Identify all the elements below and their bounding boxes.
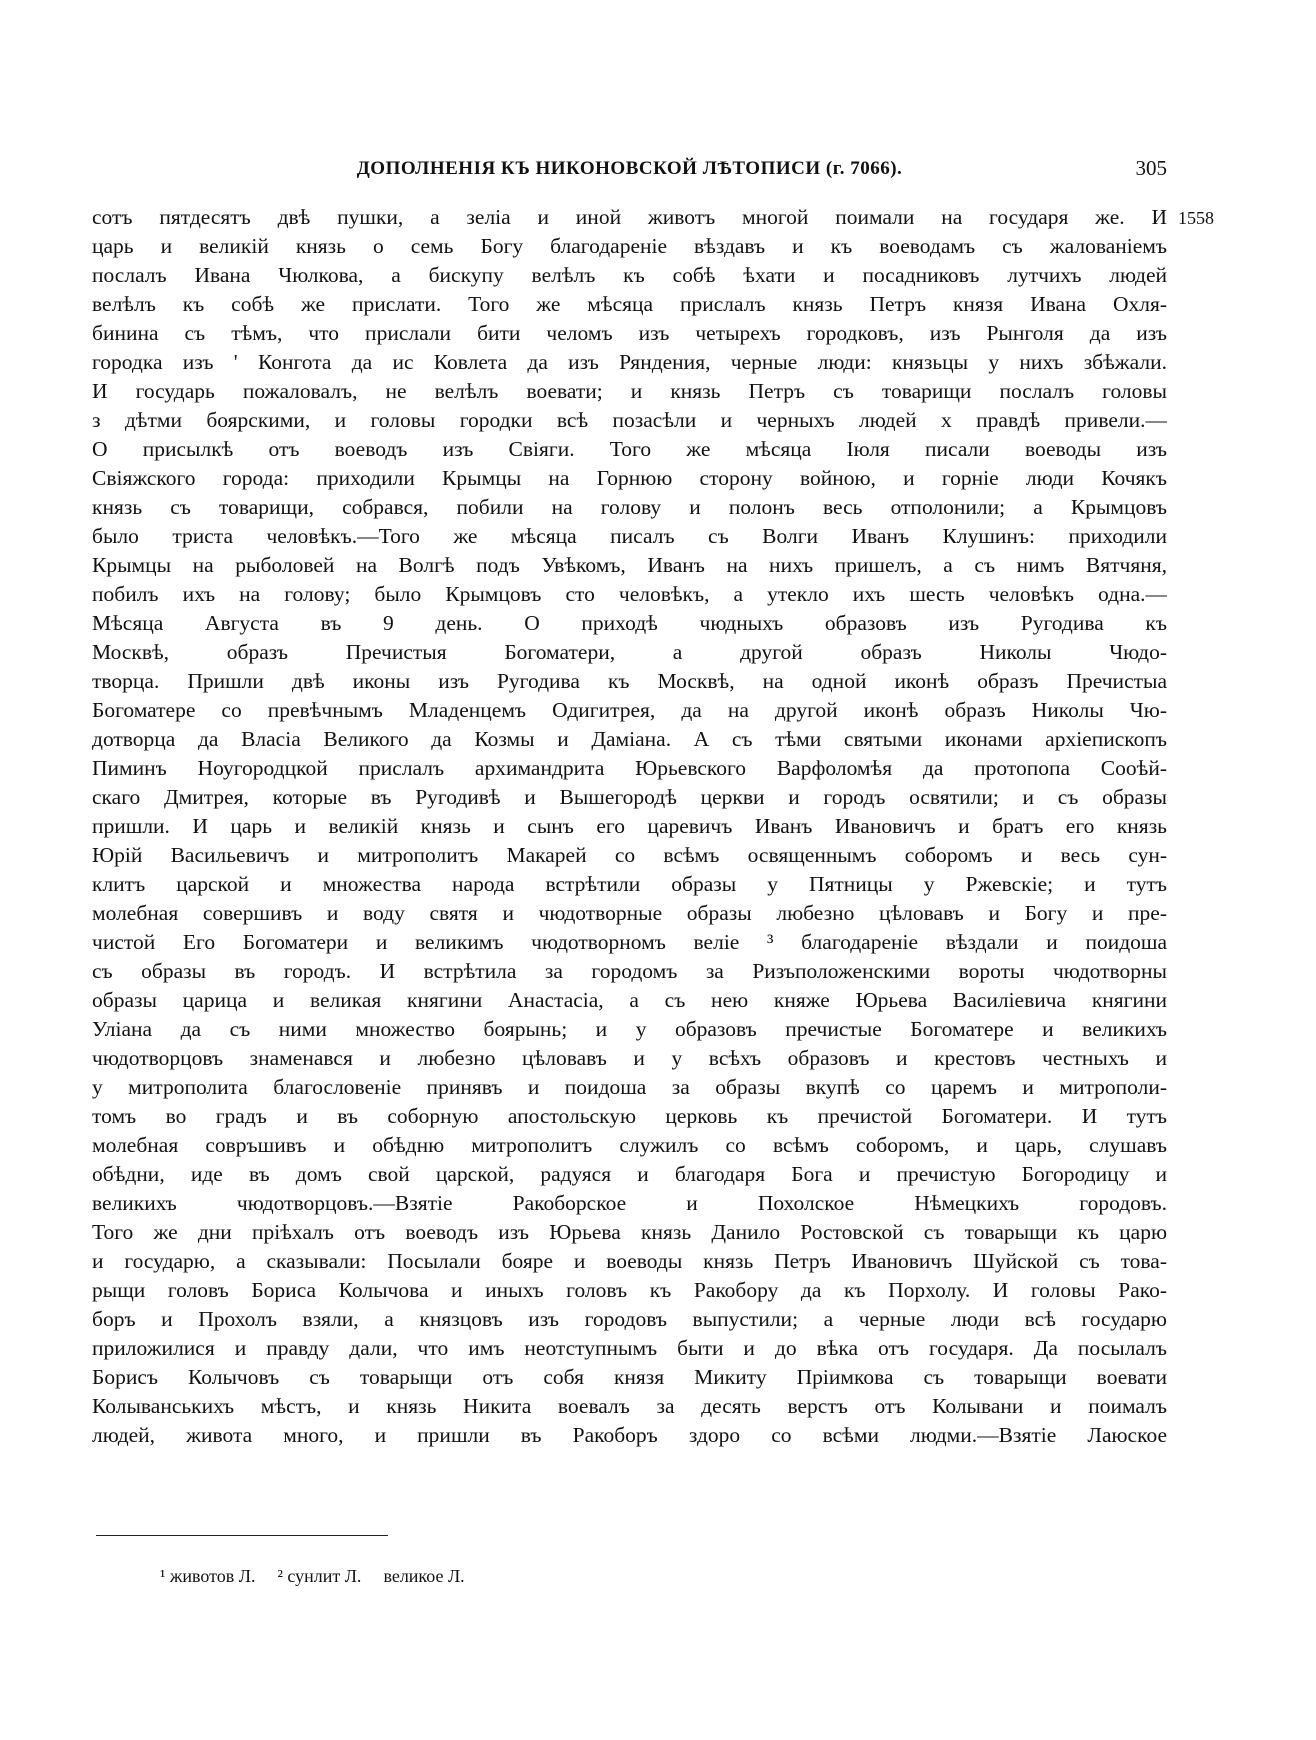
text-line-content: съ образы въ городъ. И встрѣтила за городомъ за Ризъположенскими вороты чюдотворны xyxy=(92,959,1167,983)
text-line xyxy=(92,609,1167,638)
text-line-content: бинина съ тѣмъ, что прислали бити челомъ изъ четырехъ городковъ, изъ Рынголя да изъ xyxy=(92,321,1167,345)
text-line-content: молебная совръшивъ и обѣдню митрополитъ служилъ со всѣмъ соборомъ, и царь, слушавъ xyxy=(92,1133,1167,1157)
text-line xyxy=(92,1334,1167,1363)
text-line xyxy=(92,870,1167,899)
text-line xyxy=(92,957,1167,986)
text-line-content: томъ во градъ и въ соборную апостольскую церковь къ пречистой Богоматери. И тутъ xyxy=(92,1104,1167,1128)
text-line xyxy=(92,1160,1167,1189)
running-title: ДОПОЛНЕНІЯ КЪ НИКОНОВСКОЙ ЛѢТОПИСИ (г. 7066). xyxy=(356,158,903,179)
text-line-content: городка изъ ' Конгота да ис Ковлета да изъ Ряндения, черные люди: князьцы у нихъ збѣжали. xyxy=(92,350,1167,374)
text-line-content: О присылкѣ отъ воеводъ изъ Свіяги. Того же мѣсяца Іюля писали воеводы изъ xyxy=(92,437,1167,461)
text-line-content: дотворца да Власіа Великого да Козмы и Даміана. А съ тѣми святыми иконами архіепископъ xyxy=(92,727,1167,751)
text-line xyxy=(92,667,1167,696)
text-line xyxy=(92,986,1167,1015)
text-line xyxy=(92,1131,1167,1160)
text-line xyxy=(92,493,1167,522)
text-line xyxy=(92,319,1167,348)
text-line-content: образы царица и великая княгини Анастасіа, а съ нею княже Юрьева Василіевича княгини xyxy=(92,988,1167,1012)
text-line-content: клитъ царской и множества народа встрѣтили образы у Пятницы у Ржевскіе; и тутъ xyxy=(92,872,1167,896)
footnotes xyxy=(160,1566,487,1587)
text-line-content: Колыванськихъ мѣстъ, и князь Никита воевалъ за десять верстъ отъ Колывани и поималъ xyxy=(92,1394,1167,1418)
text-line-content: приложилися и правду дали, что имъ неотступнымъ быти и до вѣка отъ государя. Да посылалъ xyxy=(92,1336,1167,1360)
text-line-content: Пиминъ Ноугородцкой прислалъ архимандрита Юрьевского Варфоломѣя да протопопа Сооѣй- xyxy=(92,756,1167,780)
text-line xyxy=(92,1392,1167,1421)
text-line xyxy=(92,812,1167,841)
text-line-content: чистой Его Богоматери и великимъ чюдотворномъ веліе ³ благодареніе вѣздали и поидоша xyxy=(92,930,1167,954)
text-line xyxy=(92,464,1167,493)
text-line-content: Свіяжского города: приходили Крымцы на Горнюю сторону войною, и горніе люди Кочякъ xyxy=(92,466,1167,490)
text-line-content: побилъ ихъ на голову; было Крымцовъ сто человѣкъ, а утекло ихъ шесть человѣкъ одна.— xyxy=(92,582,1167,606)
text-line xyxy=(92,1073,1167,1102)
text-line xyxy=(92,522,1167,551)
text-line-content: Мѣсяца Августа въ 9 день. О приходѣ чюдныхъ образовъ изъ Ругодива къ xyxy=(92,611,1167,635)
footnote: ² сунлит Л. xyxy=(277,1566,362,1586)
text-line-content: обѣдни, иде въ домъ свой царской, радуяся и благодаря Бога и пречистую Богородицу и xyxy=(92,1162,1167,1186)
text-line xyxy=(92,348,1167,377)
text-line-content: Богоматере со превѣчнымъ Младенцемъ Одигитрея, да на другой иконѣ образъ Николы Чю- xyxy=(92,698,1167,722)
page-header xyxy=(92,158,1167,186)
text-line xyxy=(92,928,1167,957)
text-line xyxy=(92,1102,1167,1131)
text-line-content: велѣлъ къ собѣ же прислати. Того же мѣсяца прислалъ князь Петръ князя Ивана Охля- xyxy=(92,292,1167,316)
margin-year: 1558 xyxy=(1178,208,1214,228)
text-line-content: молебная совершивъ и воду святя и чюдотворные образы любезно цѣловавъ и Богу и пре- xyxy=(92,901,1167,925)
footnote: великое Л. xyxy=(383,1566,465,1586)
text-line xyxy=(92,1276,1167,1305)
text-line-content: пришли. И царь и великій князь и сынъ его царевичъ Иванъ Ивановичъ и братъ его князь xyxy=(92,814,1167,838)
text-line-content: Крымцы на рыболовей на Волгѣ подъ Увѣкомъ, Иванъ на нихъ пришелъ, а съ нимъ Вятчяня, xyxy=(92,553,1167,577)
text-line-content: князь съ товарищи, собрався, побили на голову и полонъ весь отполонили; а Крымцовъ xyxy=(92,495,1167,519)
text-line-content: великихъ чюдотворцовъ.—Взятіе Ракоборское и Похолское Нѣмецкихъ городовъ. xyxy=(92,1191,1167,1215)
text-line xyxy=(92,754,1167,783)
text-line-content: послалъ Ивана Чюлкова, а бискупу велѣлъ къ собѣ ѣхати и посадниковъ лутчихъ людей xyxy=(92,263,1167,287)
text-line xyxy=(92,435,1167,464)
text-line xyxy=(92,783,1167,812)
footnote: ¹ животов Л. xyxy=(160,1566,256,1586)
text-line-content: Москвѣ, образъ Пречистыя Богоматери, а другой образъ Николы Чюдо- xyxy=(92,640,1167,664)
text-line xyxy=(92,203,1167,232)
text-line-content: Того же дни пріѣхалъ отъ воеводъ изъ Юрьева князь Данило Ростовской съ товарыщи къ царю xyxy=(92,1220,1167,1244)
text-line xyxy=(92,1363,1167,1392)
text-line xyxy=(92,261,1167,290)
text-line xyxy=(92,580,1167,609)
text-line-content: людей, живота много, и пришли въ Ракоборъ здоро со всѣми людми.—Взятіе Лаюское xyxy=(92,1423,1167,1447)
text-line xyxy=(92,1305,1167,1334)
text-line-content: Борисъ Колычовъ съ товарыщи отъ собя князя Микиту Пріимкова съ товарыщи воевати xyxy=(92,1365,1167,1389)
text-line-content: рыщи головъ Бориса Колычова и иныхъ головъ къ Ракобору да къ Порхолу. И головы Рако- xyxy=(92,1278,1167,1302)
footnote-rule xyxy=(96,1535,388,1536)
text-line-content: скаго Дмитрея, которые въ Ругодивѣ и Вышегородѣ церкви и городъ освятили; и съ образы xyxy=(92,785,1167,809)
text-line xyxy=(92,551,1167,580)
text-line-content: боръ и Прохолъ взяли, а князцовъ изъ городовъ выпустили; а черные люди всѣ государю xyxy=(92,1307,1167,1331)
text-line-content: и государю, а сказывали: Посылали бояре и воеводы князь Петръ Ивановичъ Шуйской съ това- xyxy=(92,1249,1167,1273)
text-line xyxy=(92,899,1167,928)
text-line xyxy=(92,725,1167,754)
text-line xyxy=(92,841,1167,870)
text-line xyxy=(92,406,1167,435)
text-line xyxy=(92,1421,1167,1450)
text-line xyxy=(92,696,1167,725)
text-line xyxy=(92,232,1167,261)
text-line-content: з дѣтми боярскими, и головы городки всѣ позасѣли и черныхъ людей х правдѣ привели.— xyxy=(92,408,1167,432)
text-line xyxy=(92,1218,1167,1247)
text-line-content: И государь пожаловалъ, не велѣлъ воевати; и князь Петръ съ товарищи послалъ головы xyxy=(92,379,1167,403)
text-line-content: Юрій Васильевичъ и митрополитъ Макарей со всѣмъ освященнымъ соборомъ и весь сун- xyxy=(92,843,1167,867)
text-line-content: творца. Пришли двѣ иконы изъ Ругодива къ Москвѣ, на одной иконѣ образъ Пречистыа xyxy=(92,669,1167,693)
text-line-content: у митрополита благословеніе принявъ и поидоша за образы вкупѣ со царемъ и митрополи- xyxy=(92,1075,1167,1099)
text-line-content: Уліана да съ ними множество боярынь; и у образовъ пречистые Богоматере и великихъ xyxy=(92,1017,1167,1041)
text-line xyxy=(92,290,1167,319)
text-line-content: было триста человѣкъ.—Того же мѣсяца писалъ съ Волги Иванъ Клушинъ: приходили xyxy=(92,524,1167,548)
text-line-content: сотъ пятдесятъ двѣ пушки, а зеліа и иной животъ многой поимали на государя же. И xyxy=(92,205,1167,229)
text-line-content: царь и великій князь о семь Богу благодареніе вѣздавъ и къ воеводамъ съ жалованіемъ xyxy=(92,234,1167,258)
text-line-content: чюдотворцовъ знаменався и любезно цѣловавъ и у всѣхъ образовъ и крестовъ честныхъ и xyxy=(92,1046,1167,1070)
text-line xyxy=(92,638,1167,667)
text-line xyxy=(92,1044,1167,1073)
text-line xyxy=(92,377,1167,406)
text-line xyxy=(92,1247,1167,1276)
text-line xyxy=(92,1189,1167,1218)
page-number: 305 xyxy=(1135,156,1167,180)
text-line xyxy=(92,1015,1167,1044)
body-text xyxy=(92,203,1167,1450)
